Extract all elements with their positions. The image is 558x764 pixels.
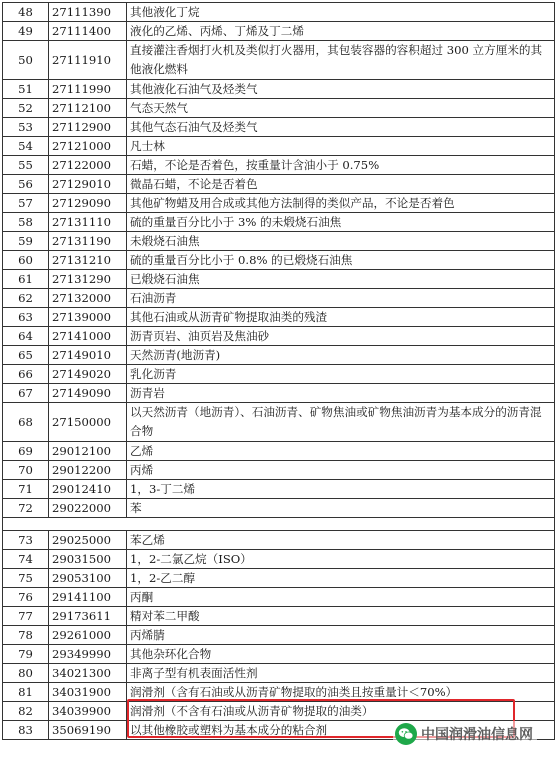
watermark — [393, 721, 537, 747]
row-number: 76 — [3, 588, 49, 607]
product-description: 精对苯二甲酸 — [127, 607, 555, 626]
hs-code: 29261000 — [49, 626, 127, 645]
hs-code: 27132000 — [49, 289, 127, 308]
hs-code: 34039900 — [49, 702, 127, 721]
row-number: 82 — [3, 702, 49, 721]
product-description: 硫的重量百分比小于 0.8% 的已煅烧石油焦 — [127, 251, 555, 270]
hs-code: 27139000 — [49, 308, 127, 327]
row-number: 66 — [3, 365, 49, 384]
product-description: 未煅烧石油焦 — [127, 232, 555, 251]
hs-code: 29173611 — [49, 607, 127, 626]
product-description: 非离子型有机表面活性剂 — [127, 664, 555, 683]
row-number: 59 — [3, 232, 49, 251]
row-number: 61 — [3, 270, 49, 289]
table-row — [3, 346, 555, 365]
tariff-table — [2, 2, 555, 740]
row-number: 57 — [3, 194, 49, 213]
row-number: 50 — [3, 41, 49, 80]
product-description: 以天然沥青（地沥青）、石油沥青、矿物焦油或矿物焦油沥青为基本成分的沥青混合物 — [127, 403, 555, 442]
row-number: 78 — [3, 626, 49, 645]
row-number: 72 — [3, 499, 49, 518]
product-description: 丙酮 — [127, 588, 555, 607]
row-number: 60 — [3, 251, 49, 270]
row-number: 79 — [3, 645, 49, 664]
row-number: 74 — [3, 550, 49, 569]
table-row — [3, 118, 555, 137]
hs-code: 27112900 — [49, 118, 127, 137]
hs-code: 27111390 — [49, 3, 127, 22]
table-row — [3, 588, 555, 607]
product-description: 石蜡，不论是否着色，按重量计含油小于 0.75% — [127, 156, 555, 175]
hs-code: 29031500 — [49, 550, 127, 569]
product-description: 丙烯 — [127, 461, 555, 480]
product-description: 其他液化石油气及烃类气 — [127, 80, 555, 99]
watermark-text: 中国润滑油信息网 — [421, 727, 533, 743]
row-number: 73 — [3, 531, 49, 550]
product-description: 微晶石蜡，不论是否着色 — [127, 175, 555, 194]
wechat-icon — [395, 723, 417, 745]
table-row — [3, 384, 555, 403]
hs-code: 27149090 — [49, 384, 127, 403]
table-row — [3, 41, 555, 80]
row-number: 83 — [3, 721, 49, 740]
table-row — [3, 403, 555, 442]
table-row — [3, 251, 555, 270]
hs-code: 27150000 — [49, 403, 127, 442]
product-description: 1，3-丁二烯 — [127, 480, 555, 499]
product-description: 润滑剂（含有石油或从沥青矿物提取的油类且按重量计＜70%） — [127, 683, 555, 702]
row-number: 56 — [3, 175, 49, 194]
table-body — [3, 3, 555, 740]
product-description: 乳化沥青 — [127, 365, 555, 384]
row-number: 51 — [3, 80, 49, 99]
product-description: 天然沥青(地沥青) — [127, 346, 555, 365]
product-description: 苯乙烯 — [127, 531, 555, 550]
table-row — [3, 308, 555, 327]
hs-code: 27111910 — [49, 41, 127, 80]
row-number: 64 — [3, 327, 49, 346]
table-row — [3, 550, 555, 569]
row-number: 62 — [3, 289, 49, 308]
product-description: 1，2-二氯乙烷（ISO） — [127, 550, 555, 569]
table-row — [3, 22, 555, 41]
table-row — [3, 531, 555, 550]
table-row — [3, 213, 555, 232]
hs-code: 27149020 — [49, 365, 127, 384]
table-row — [3, 480, 555, 499]
product-description: 沥青页岩、油页岩及焦油砂 — [127, 327, 555, 346]
hs-code: 27149010 — [49, 346, 127, 365]
table-row — [3, 664, 555, 683]
product-description: 丙烯腈 — [127, 626, 555, 645]
product-description: 气态天然气 — [127, 99, 555, 118]
product-description: 其他矿物蜡及用合成或其他方法制得的类似产品，不论是否着色 — [127, 194, 555, 213]
hs-code: 34031900 — [49, 683, 127, 702]
row-number: 70 — [3, 461, 49, 480]
hs-code: 27111400 — [49, 22, 127, 41]
table-row — [3, 327, 555, 346]
product-description: 其他气态石油气及烃类气 — [127, 118, 555, 137]
table-row — [3, 499, 555, 518]
product-description: 以其他橡胶或塑料为基本成分的粘合剂 — [127, 721, 555, 740]
table-row — [3, 645, 555, 664]
hs-code: 29012100 — [49, 442, 127, 461]
hs-code: 27129010 — [49, 175, 127, 194]
table-row — [3, 461, 555, 480]
table-row — [3, 270, 555, 289]
hs-code: 29025000 — [49, 531, 127, 550]
table-row — [3, 626, 555, 645]
row-number: 67 — [3, 384, 49, 403]
table-row — [3, 80, 555, 99]
row-number: 54 — [3, 137, 49, 156]
row-number: 52 — [3, 99, 49, 118]
product-description: 石油沥青 — [127, 289, 555, 308]
hs-code: 27131290 — [49, 270, 127, 289]
hs-code: 27131190 — [49, 232, 127, 251]
table-row — [3, 3, 555, 22]
row-number: 55 — [3, 156, 49, 175]
hs-code: 35069190 — [49, 721, 127, 740]
product-description: 硫的重量百分比小于 3% 的未煅烧石油焦 — [127, 213, 555, 232]
table-gap — [3, 518, 555, 531]
table-row — [3, 607, 555, 626]
hs-code: 27141000 — [49, 327, 127, 346]
table-row — [3, 194, 555, 213]
hs-code: 27131110 — [49, 213, 127, 232]
row-number: 68 — [3, 403, 49, 442]
product-description: 苯 — [127, 499, 555, 518]
row-number: 77 — [3, 607, 49, 626]
row-number: 48 — [3, 3, 49, 22]
product-description: 沥青岩 — [127, 384, 555, 403]
table-row — [3, 289, 555, 308]
row-number: 69 — [3, 442, 49, 461]
row-number: 81 — [3, 683, 49, 702]
product-description: 液化的乙烯、丙烯、丁烯及丁二烯 — [127, 22, 555, 41]
row-number: 58 — [3, 213, 49, 232]
product-description: 凡士林 — [127, 137, 555, 156]
row-number: 63 — [3, 308, 49, 327]
row-number: 53 — [3, 118, 49, 137]
hs-code: 27112100 — [49, 99, 127, 118]
table-row — [3, 99, 555, 118]
product-description: 润滑剂（不含有石油或从沥青矿物提取的油类） — [127, 702, 555, 721]
hs-code: 27111990 — [49, 80, 127, 99]
hs-code: 34021300 — [49, 664, 127, 683]
gap-cell — [3, 518, 555, 531]
table-row — [3, 232, 555, 251]
hs-code: 29141100 — [49, 588, 127, 607]
product-description: 其他石油或从沥青矿物提取油类的残渣 — [127, 308, 555, 327]
hs-code: 27121000 — [49, 137, 127, 156]
table-row — [3, 156, 555, 175]
row-number: 65 — [3, 346, 49, 365]
product-description: 乙烯 — [127, 442, 555, 461]
table-row — [3, 175, 555, 194]
row-number: 71 — [3, 480, 49, 499]
row-number: 49 — [3, 22, 49, 41]
product-description: 直接灌注香烟打火机及类似打火器用，其包装容器的容积超过 300 立方厘米的其他液化燃料 — [127, 41, 555, 80]
hs-code: 27122000 — [49, 156, 127, 175]
hs-code: 29349990 — [49, 645, 127, 664]
table-row — [3, 442, 555, 461]
table-row — [3, 365, 555, 384]
table-row — [3, 569, 555, 588]
row-number: 75 — [3, 569, 49, 588]
product-description: 1，2-乙二醇 — [127, 569, 555, 588]
hs-code: 29053100 — [49, 569, 127, 588]
hs-code: 27131210 — [49, 251, 127, 270]
document-page — [2, 2, 554, 740]
product-description: 已煅烧石油焦 — [127, 270, 555, 289]
hs-code: 29012200 — [49, 461, 127, 480]
row-number: 80 — [3, 664, 49, 683]
hs-code: 29012410 — [49, 480, 127, 499]
hs-code: 29022000 — [49, 499, 127, 518]
product-description: 其他液化丁烷 — [127, 3, 555, 22]
product-description: 其他杂环化合物 — [127, 645, 555, 664]
hs-code: 27129090 — [49, 194, 127, 213]
table-row — [3, 137, 555, 156]
